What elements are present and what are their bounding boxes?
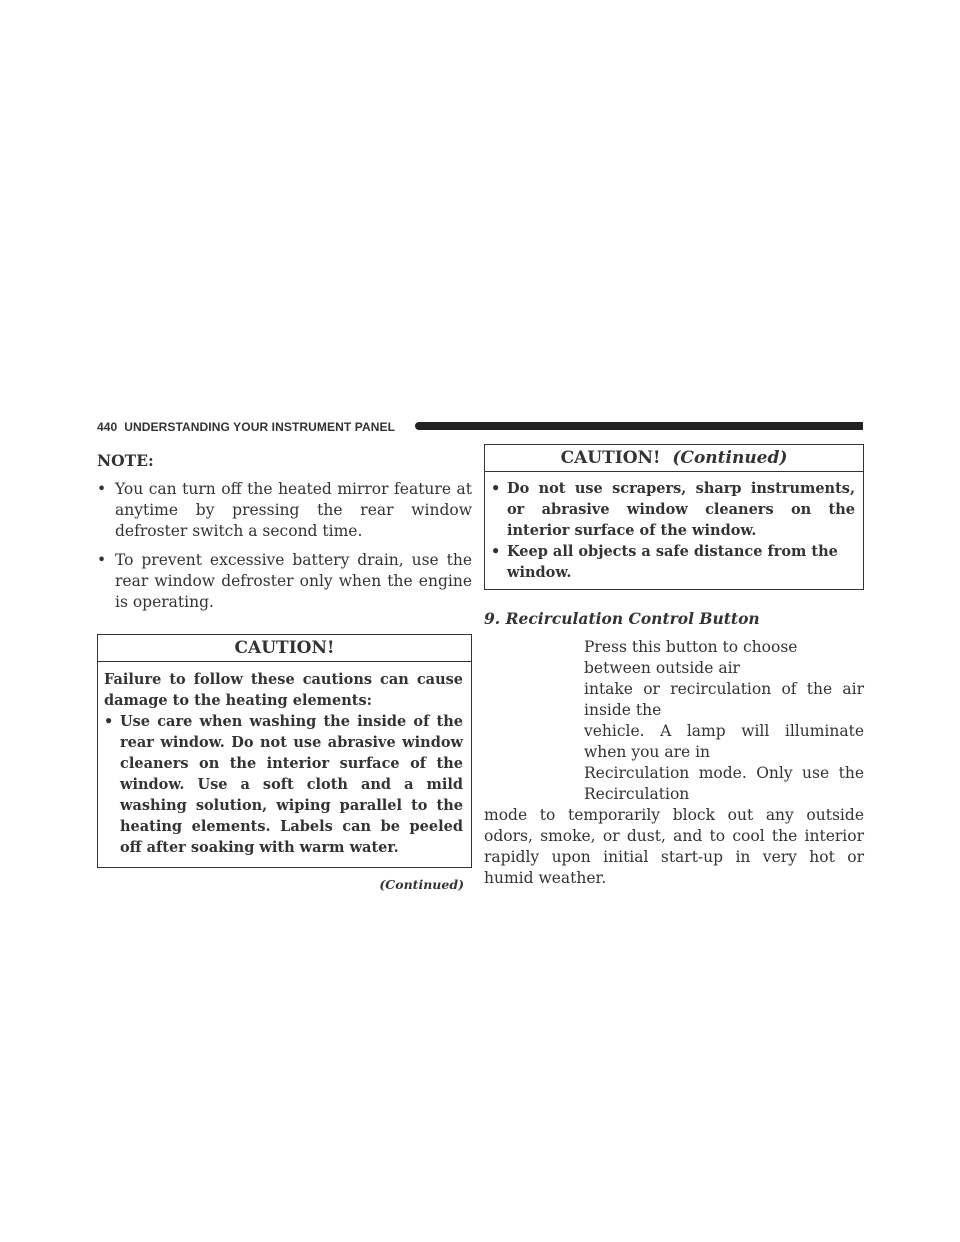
bullet-glyph: • bbox=[97, 551, 107, 569]
note-title: NOTE: bbox=[97, 451, 154, 470]
page-header-text bbox=[97, 419, 395, 435]
caution-title-suffix: (Continued) bbox=[672, 448, 788, 468]
section-body bbox=[484, 637, 864, 889]
caution-title: CAUTION! bbox=[234, 638, 335, 658]
bullet-glyph: • bbox=[104, 713, 114, 730]
caution-title: CAUTION! bbox=[560, 448, 661, 468]
page-header bbox=[97, 419, 863, 435]
right-column bbox=[484, 444, 864, 889]
caution-body bbox=[485, 472, 863, 589]
section-title: UNDERSTANDING YOUR INSTRUMENT PANEL bbox=[124, 420, 396, 434]
note-bullet bbox=[97, 550, 472, 613]
section-line: intake or recirculation of the air inside the bbox=[584, 680, 864, 719]
left-column bbox=[97, 444, 472, 895]
caution-heading bbox=[485, 445, 863, 472]
section-line: Recirculation mode. Only use the Recirculation bbox=[584, 764, 864, 803]
page-number: 440 bbox=[97, 420, 118, 434]
caution-box bbox=[97, 634, 472, 868]
caution-bullet-text: Use care when washing the inside of the rear window. Do not use abrasive window cleaners on the interior surface of the window. Use a soft cloth and a mild washing solution, wiping parallel to the heating elements. Labels can be peeled off after soaking with warm water. bbox=[120, 713, 463, 856]
note-bullet-text: To prevent excessive battery drain, use the rear window defroster only when the engine is operating. bbox=[115, 551, 472, 611]
caution-bullet bbox=[491, 541, 855, 583]
section-heading: 9. Recirculation Control Button bbox=[484, 609, 760, 628]
section-line: vehicle. A lamp will illuminate when you are in bbox=[584, 722, 864, 761]
bullet-glyph: • bbox=[491, 543, 501, 560]
caution-bullet-text: Do not use scrapers, sharp instruments, or abrasive window cleaners on the interior surface of the window. bbox=[507, 480, 855, 539]
caution-continued-box bbox=[484, 444, 864, 590]
note-bullet bbox=[97, 479, 472, 542]
note-bullet-text: You can turn off the heated mirror feature at anytime by pressing the rear window defroster switch a second time. bbox=[115, 480, 472, 540]
header-rule bbox=[415, 422, 863, 430]
caution-bullet-text: Keep all objects a safe distance from the window. bbox=[507, 543, 838, 581]
caution-bullet bbox=[104, 711, 463, 858]
caution-heading bbox=[98, 635, 471, 662]
section-paragraph: mode to temporarily block out any outside odors, smoke, or dust, and to cool the interior rapidly upon initial start-up in very hot or humid weather. bbox=[484, 806, 864, 887]
bullet-glyph: • bbox=[97, 480, 107, 498]
caution-body bbox=[98, 662, 471, 867]
bullet-glyph: • bbox=[491, 480, 501, 497]
caution-intro: Failure to follow these cautions can cause damage to the heating elements: bbox=[104, 671, 463, 709]
section-line: Press this button to choose between outside air bbox=[584, 638, 798, 677]
continued-label: (Continued) bbox=[379, 877, 464, 892]
caution-bullet bbox=[491, 478, 855, 541]
